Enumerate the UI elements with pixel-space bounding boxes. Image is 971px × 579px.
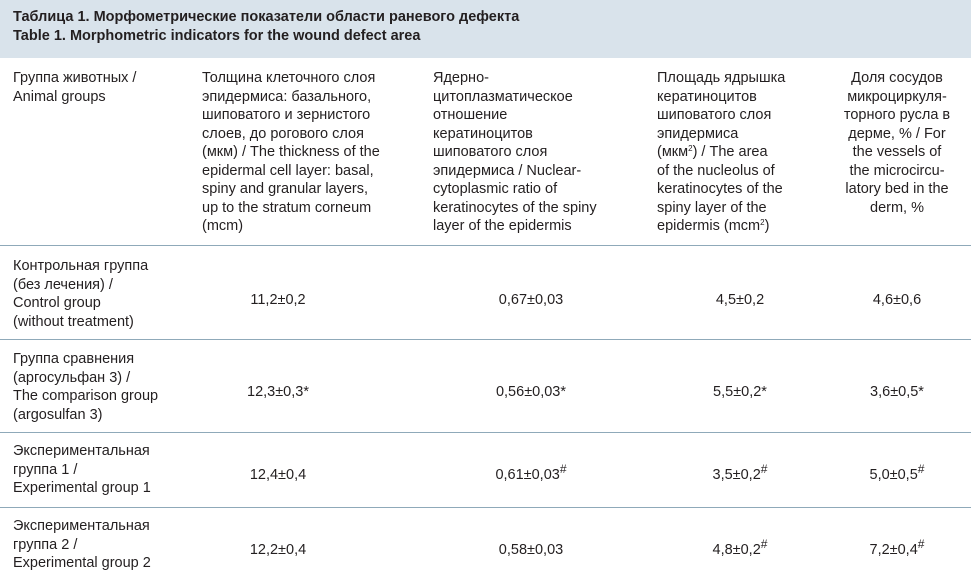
row-value-nucleolus: 3,5±0,2#	[712, 462, 768, 483]
row-value-nc-ratio: 0,61±0,03#	[495, 462, 567, 483]
row-group-label: Группа сравнения (аргосульфан 3) / The comparison group (argosulfan 3)	[13, 351, 159, 423]
divider	[0, 245, 971, 246]
caption-ru: Таблица 1. Морфометрические показатели области раневого дефекта	[13, 9, 520, 25]
row-value-vessels: 4,6±0,6	[872, 291, 922, 308]
row-value-thickness: 12,4±0,4	[249, 466, 307, 483]
row-value-thickness: 12,3±0,3*	[247, 383, 309, 400]
row-value-nucleolus: 5,5±0,2*	[713, 383, 767, 400]
divider	[0, 339, 971, 340]
header-nc-ratio: Ядерно- цитоплазматическое отношение кератиноцитов шиповатого слоя эпидермиса / Nuclear- cytoplasmic ratio of keratinocytes of the spiny layer of the epidermis	[433, 70, 597, 234]
row-value-nc-ratio: 0,58±0,03	[498, 541, 564, 558]
caption-en: Table 1. Morphometric indicators for the wound defect area	[13, 28, 421, 44]
table-caption	[0, 0, 971, 58]
row-group-label: Контрольная группа (без лечения) / Control group (without treatment)	[13, 258, 149, 330]
header-animal-groups: Группа животных / Animal groups	[13, 70, 137, 105]
divider	[0, 432, 971, 433]
header-nucleolus-area: Площадь ядрышка кератиноцитов шиповатого слоя эпидермиса (мкм$^2$) / The area of the nucleolus of keratinocytes of the spiny layer of the epidermis (mcm$^2$)	[657, 70, 786, 234]
row-value-nc-ratio: 0,67±0,03	[498, 291, 564, 308]
row-value-nucleolus: 4,8±0,2#	[712, 537, 768, 558]
row-value-nucleolus: 4,5±0,2	[715, 291, 765, 308]
divider	[0, 507, 971, 508]
row-value-thickness: 11,2±0,2	[250, 291, 306, 308]
row-value-thickness: 12,2±0,4	[249, 541, 307, 558]
row-value-vessels: 7,2±0,4#	[869, 537, 925, 558]
row-value-vessels: 5,0±0,5#	[869, 462, 925, 483]
row-group-label: Экспериментальная группа 1 / Experimental group 1	[13, 443, 151, 496]
row-group-label: Экспериментальная группа 2 / Experimental group 2	[13, 518, 151, 571]
row-value-vessels: 3,6±0,5*	[870, 383, 924, 400]
header-vessel-share: Доля сосудов микроциркуля- торного русла в дерме, % / For the vessels of the microcircu- latory bed in the derm, %	[843, 70, 951, 216]
header-epidermis-thickness: Толщина клеточного слоя эпидермиса: базального, шиповатого и зернистого слоев, до рогового слоя (мкм) / The thickness of the epidermal cell layer: basal, spiny and granular layers, up to the stratum corneum (mcm)	[202, 70, 380, 234]
row-value-nc-ratio: 0,56±0,03*	[495, 383, 567, 400]
